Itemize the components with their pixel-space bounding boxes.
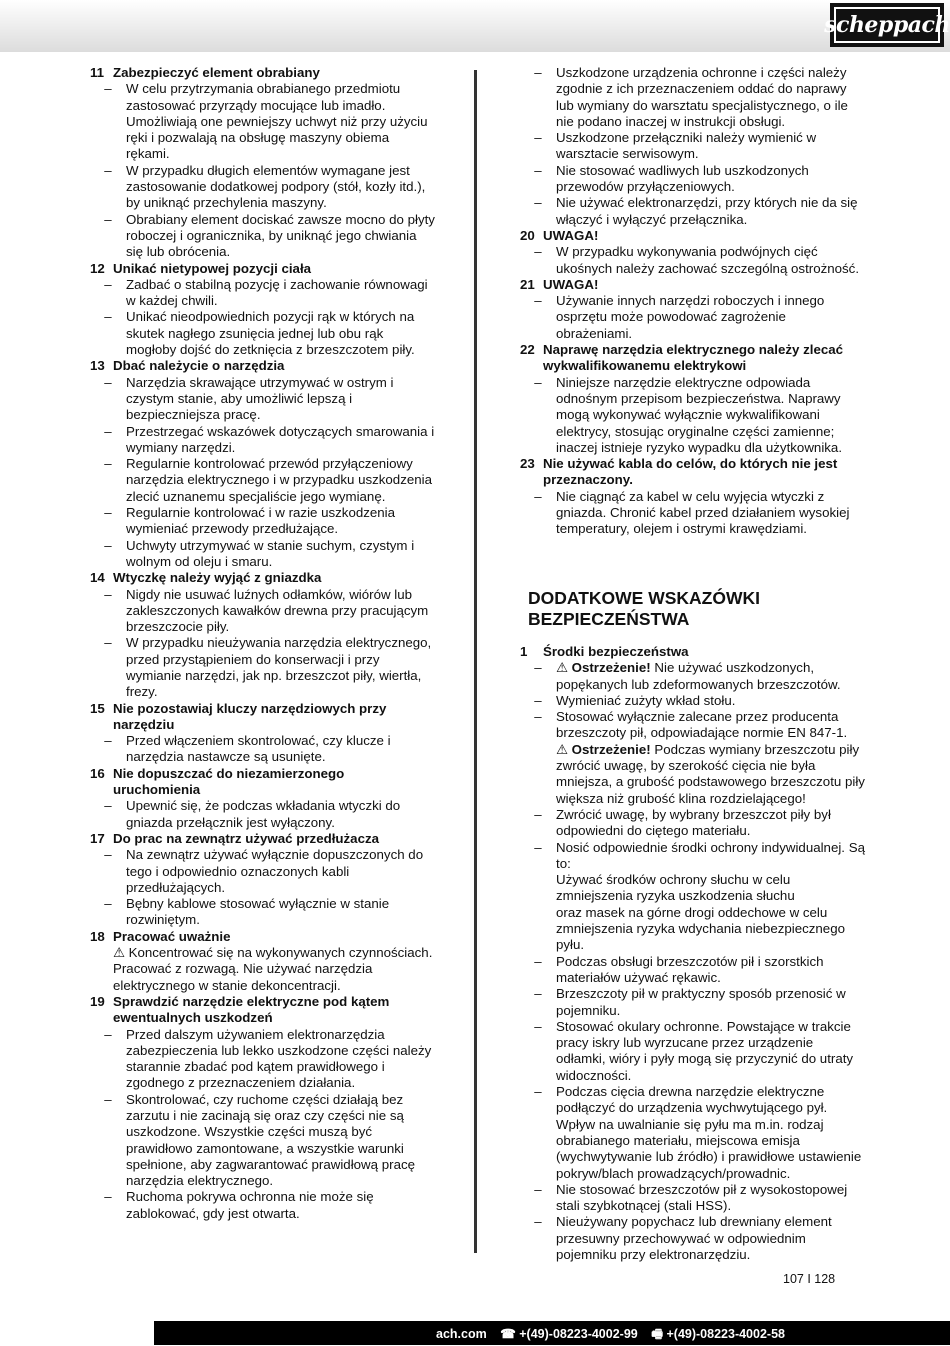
section-header: 12 Unikać nietypowej pozycji ciała xyxy=(90,260,312,276)
section xyxy=(520,277,865,342)
section-header: 17 Do prac na zewnątrz używać przedłużacza xyxy=(90,830,380,846)
list-item: – W celu przytrzymania obrabianego przedmiotu zastosować przyrządy mocujące lub imadło. Umożliwiają one pewniejszy uchwyt niż przy użyciu ręki i pozwalają na obsługę maszyny obiema rękami. xyxy=(104,81,428,162)
section xyxy=(90,766,435,831)
brand-logo xyxy=(824,3,950,47)
list-item: – Przed włączeniem skontrolować, czy klucze i narzędzia nastawcze są usunięte. xyxy=(104,733,391,765)
section-heading: DODATKOWE WSKAZÓWKI BEZPIECZEŃSTWA xyxy=(528,588,761,629)
list-item: – Stosować okulary ochronne. Powstające w trakcie pracy iskry lub wyrzucane przez urządzenie odłamki, wióry i pyły mogą się przyczynić do utraty widoczności. xyxy=(534,1018,854,1083)
list-item: – Uchwyty utrzymywać w stanie suchym, czystym i wolnym od oleju i smaru. xyxy=(104,537,415,569)
list-item: – Ruchoma pokrywa ochronna nie może się zablokować, gdy jest otwarta. xyxy=(104,1189,374,1221)
list-item: – W przypadku długich elementów wymagane jest zastosowanie dodatkowej podpory (stół, kozły itd.), by uniknąć przechylenia maszyny. xyxy=(104,162,426,211)
list-item: – Zadbać o stabilną pozycję i zachowanie równowagi w każdej chwili. xyxy=(104,276,428,309)
section-text: ⚠ Koncentrować się na wykonywanych czynnościach. Pracować z rozwagą. Nie używać narzędzia elektrycznego w stanie dekoncentracji. xyxy=(113,945,433,993)
right-column-top xyxy=(520,65,865,538)
list-item: – Przed dalszym używaniem elektronarzędzia zabezpieczenia lub lekko uszkodzone części należy starannie zbadać pod kątem prawidłowego i zgodnego z przeznaczeniem działania. xyxy=(104,1026,432,1091)
list-item: – Używanie innych narzędzi roboczych i innego osprzętu może powodować zagrożenie obrażeniami. xyxy=(534,293,825,341)
list-item: – Nigdy nie usuwać luźnych odłamków, wiórów lub zakleszczonych kawałków drewna przy pracującym brzeszczocie piły. xyxy=(104,586,429,635)
section-header: 19 Sprawdzić narzędzie elektryczne pod kątem ewentualnych uszkodzeń xyxy=(90,993,390,1026)
left-column xyxy=(90,65,435,1222)
footer-website: ach.com xyxy=(436,1327,487,1341)
right-column-bottom xyxy=(520,644,865,1263)
section-header: 18 Pracować uważnie xyxy=(90,928,231,944)
list-item: – Brzeszczoty pił w praktyczny sposób przenosić w pojemniku. xyxy=(534,986,846,1018)
list-item: – Narzędzia skrawające utrzymywać w ostrym i czystym stanie, aby umożliwić lepszą i bezpieczniejsza pracę. xyxy=(104,374,394,423)
list-item: – Niniejsze narzędzie elektryczne odpowiada odnośnym przepisom bezpieczeństwa. Naprawy mogą wykonywać wyłącznie wykwalifikowani elektrycy, stosując oryginalne części zamienne; inaczej istnieje ryzyko wypadku dla użytkownika. xyxy=(534,374,843,455)
list-item: – Obrabiany element dociskać zawsze mocno do płyty roboczej i ogranicznika, by uniknąć jego chwiania się lub obrócenia. xyxy=(104,211,435,260)
section-header: 22 Naprawę narzędzia elektrycznego należy zlecać wykwalifikowanemu elektrykowi xyxy=(520,342,844,374)
list-item: – Podczas cięcia drewna narzędzie elektryczne podłączyć do urządzenia wychwytującego pył. Wpływ na uwalnianie się pyłu ma m.in. rodzaj obrabianego materiału, miejscowa emisja (wychwytywanie lub źródło) i prawidłowe ustawienie pokryw/blach prowadzących/prowadnic. xyxy=(534,1084,862,1181)
list-item: – Nie stosować brzeszczotów pił z wysokostopowej stali szybkotnącej (stali HSS). xyxy=(534,1181,848,1214)
warning-icon: ⚠ xyxy=(113,945,129,961)
section-header: 15 Nie pozostawiaj kluczy narzędziowych przy narzędziu xyxy=(90,700,387,732)
section-header: 14 Wtyczkę należy wyjąć z gniazdka xyxy=(90,570,322,586)
section xyxy=(90,994,435,1222)
list-item: – Regularnie kontrolować przewód przyłączeniowy narzędzia elektrycznego i w przypadku uszkodzenia zlecić uznanemu specjaliście jego wymianę. xyxy=(104,456,432,504)
list-item: – Skontrolować, czy ruchome części działają bez zarzutu i nie zacinają się oraz czy części nie są uszkodzone. Wszystkie części muszą być prawidłowo zamontowane, a wszystkie warunki spełnione, aby zagwarantować prawidłową pracę narzędzia elektrycznego. xyxy=(104,1091,416,1189)
list-item: – Unikać nieodpowiednich pozycji rąk w których na skutek nagłego zsunięcia jednej lub obu rąk mogłoby dojść do zetknięcia z brzeszczotem piły. xyxy=(104,309,415,358)
header-band xyxy=(0,0,950,52)
list-item: – Nie używać elektronarzędzi, przy których nie da się włączyć i wyłączyć przełącznika. xyxy=(534,195,858,227)
section xyxy=(520,342,865,456)
list-item: – Nie ciągnąć za kabel w celu wyjęcia wtyczki z gniazda. Chronić kabel przed działaniem wysokiej temperatury, olejem i ostrymi krawędziami. xyxy=(534,488,850,537)
footer-phone: ☎ +(49)-08223-4002-99 xyxy=(500,1327,638,1341)
warning-icon: ⚠ xyxy=(556,660,568,676)
section-header: 21 UWAGA! xyxy=(520,276,599,292)
section xyxy=(90,929,435,994)
section-header: 1 Środki bezpieczeństwa xyxy=(520,644,689,659)
section-header: 11 Zabezpieczyć element obrabiany xyxy=(90,65,320,80)
section xyxy=(90,65,435,261)
section-header: 20 UWAGA! xyxy=(520,227,599,243)
logo-text: scheppach xyxy=(824,12,950,38)
list-item: – Podczas obsługi brzeszczotów pił i szorstkich materiałów używać rękawic. xyxy=(534,953,824,985)
footer-fax: 🖷 +(49)-08223-4002-58 xyxy=(651,1327,785,1341)
section-header: 23 Nie używać kabla do celów, do których nie jest przeznaczony. xyxy=(520,456,838,488)
list-item: – Upewnić się, że podczas wkładania wtyczki do gniazda przełącznik jest wyłączony. xyxy=(104,798,401,830)
section xyxy=(520,228,865,277)
list-item: – ⚠ Ostrzeżenie! Nie używać uszkodzonych, popękanych lub zdeformowanych brzeszczotów. xyxy=(534,660,841,692)
footer-bar xyxy=(0,1321,950,1345)
list-item: – Uszkodzone urządzenia ochronne i części należy zgodnie z ich przeznaczeniem oddać do naprawy lub wymiany do warsztatu specjalistycznego, o ile nie podano inaczej w instrukcji obsługi. xyxy=(534,65,848,129)
list-item: – Przestrzegać wskazówek dotyczących smarowania i wymiany narzędzi. xyxy=(104,423,435,455)
section xyxy=(90,831,435,929)
list-item: – Stosować wyłącznie zalecane przez producenta brzeszczoty pił, odpowiadające normie EN 847-1. ⚠ Ostrzeżenie! Podczas wymiany brzeszczotu piły zwrócić uwagę, by szerokość cięcia nie była mniejsza, a grubość podstawowego brzeszczotu piły większa niż grubość klina rozdzielającego! xyxy=(534,709,865,806)
section xyxy=(90,570,435,700)
section xyxy=(520,456,865,537)
list-item: – Wymieniać zużyty wkład stołu. xyxy=(534,692,736,708)
list-item: – Zwrócić uwagę, by wybrany brzeszczot piły był odpowiedni do ciętego materiału. xyxy=(534,806,831,839)
page-number: 107 I 128 xyxy=(783,1272,836,1286)
list-item: – W przypadku wykonywania podwójnych cięć ukośnych należy zachować szczególną ostrożność. xyxy=(534,244,860,276)
list-item: – Nosić odpowiednie środki ochrony indywidualnej. Są to: Używać środków ochrony słuchu w celu zmniejszenia ryzyka uszkodzenia słuchu oraz masek na górne drogi oddechowe w celu zmniejszenia ryzyka wdychania niebezpiecznego pyłu. xyxy=(534,839,865,953)
section-header: 13 Dbać należycie o narzędzia xyxy=(90,358,285,374)
list-item: – Na zewnątrz używać wyłącznie dopuszczonych do tego i odpowiednio oznaczonych kabli przedłużających. xyxy=(104,847,424,895)
section xyxy=(90,261,435,359)
list-item: – Uszkodzone przełączniki należy wymienić w warsztacie serwisowym. xyxy=(534,130,817,162)
section xyxy=(90,358,435,570)
list-item: – W przypadku nieużywania narzędzia elektrycznego, przed przystąpieniem do konserwacji i przy wymianie narzędzi, jak np. brzeszczot piły, wiertła, frezy. xyxy=(104,635,432,700)
list-item: – Nie stosować wadliwych lub uszkodzonych przewodów przyłączeniowych. xyxy=(534,162,809,195)
list-item: – Nieużywany popychacz lub drewniany element przesuwny przechowywać w odpowiednim pojemniku przy elektronarzędziu. xyxy=(534,1214,832,1262)
list-item: – Bębny kablowe stosować wyłącznie w stanie rozwiniętym. xyxy=(104,896,390,928)
section xyxy=(90,701,435,766)
list-item: – Regularnie kontrolować i w razie uszkodzenia wymieniać przewody przedłużające. xyxy=(104,505,396,537)
section-header: 16 Nie dopuszczać do niezamierzonego uruchomienia xyxy=(90,765,345,798)
warning-icon: ⚠ xyxy=(556,741,568,757)
column-divider xyxy=(474,70,477,1253)
